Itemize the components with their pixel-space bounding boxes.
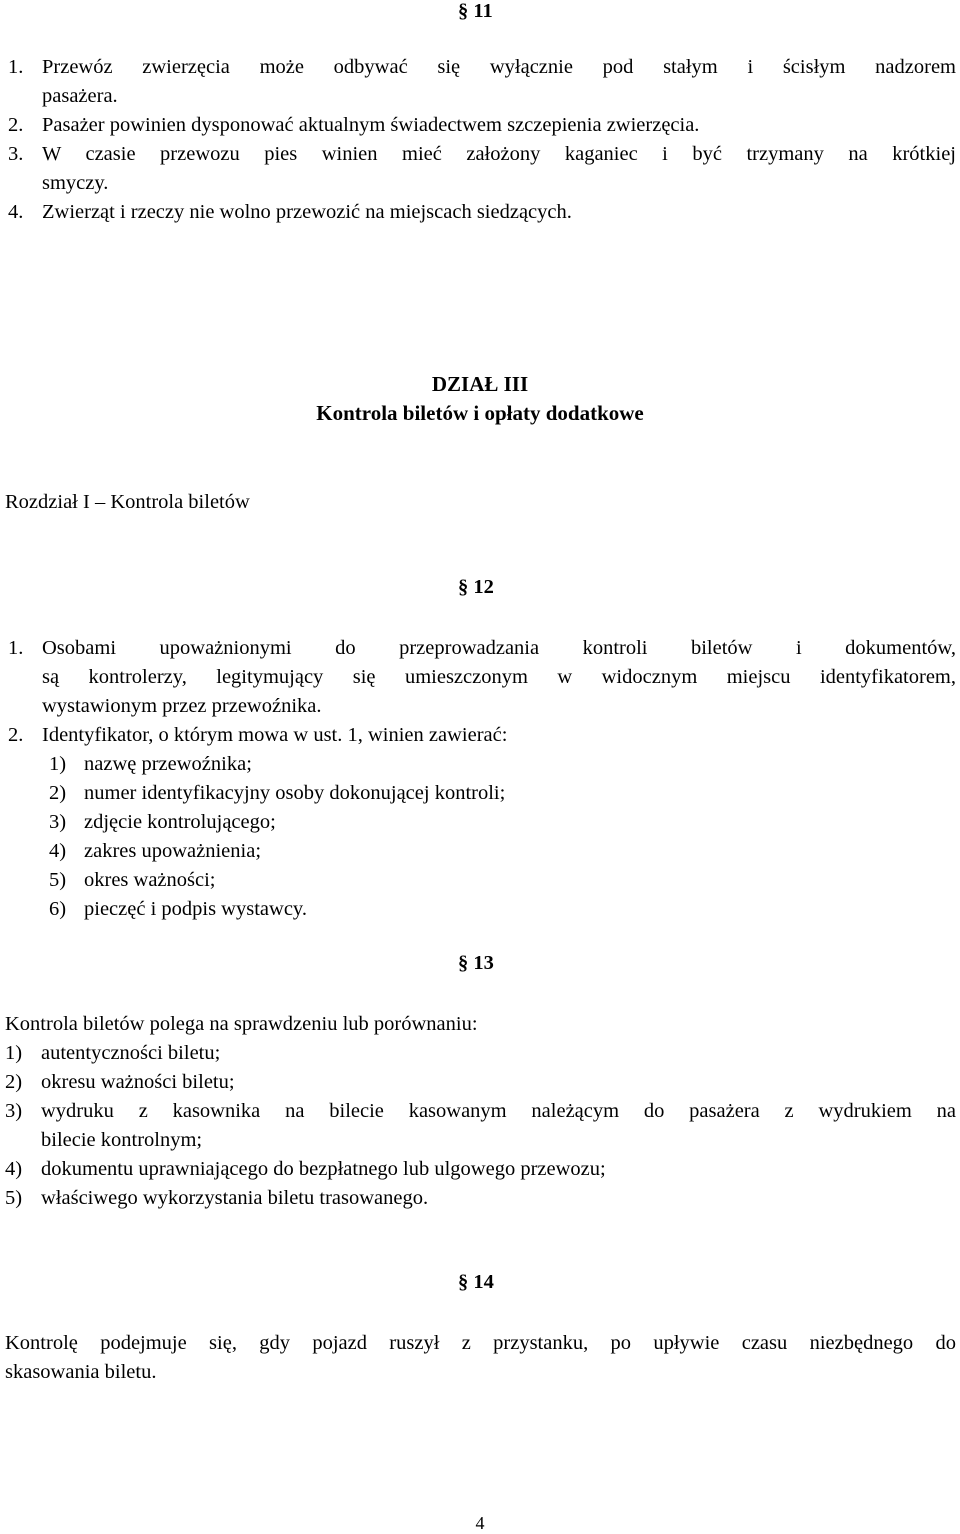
list-item-number: 1) bbox=[49, 753, 67, 775]
list-item-text: bilecie kontrolnym; bbox=[41, 1129, 203, 1151]
s11-p3-line1: W czasie przewozu pies winien mieć założony kaganiec i być trzymany na krótkiej bbox=[42, 143, 956, 165]
list-item-text: numer identyfikacyjny osoby dokonującej kontroli; bbox=[84, 782, 506, 804]
s14-paragraph bbox=[5, 1329, 956, 1387]
s13-body bbox=[5, 1010, 956, 1213]
s11-p1-number: 1. bbox=[8, 56, 24, 78]
s11-paragraph-4 bbox=[8, 198, 956, 227]
s12-p1-number: 1. bbox=[8, 637, 24, 659]
section-heading-14: § 14 bbox=[458, 1271, 494, 1293]
s12-p2-line1: Identyfikator, o którym mowa w ust. 1, winien zawierać: bbox=[42, 724, 508, 746]
list-item bbox=[5, 1184, 956, 1213]
s13-intro: Kontrola biletów polega na sprawdzeniu lub porównaniu: bbox=[5, 1013, 478, 1035]
list-item-text: zdjęcie kontrolującego; bbox=[84, 811, 276, 833]
list-item-continuation bbox=[5, 1126, 956, 1155]
list-item-number: 1) bbox=[5, 1042, 23, 1064]
division-title: DZIAŁ III bbox=[431, 372, 529, 396]
list-item bbox=[5, 1155, 956, 1184]
list-item bbox=[5, 1039, 956, 1068]
list-item bbox=[49, 750, 949, 779]
list-item-number: 3) bbox=[5, 1100, 23, 1122]
list-item bbox=[49, 779, 949, 808]
s14-line1: Kontrolę podejmuje się, gdy pojazd ruszył z przystanku, po upływie czasu niezbędnego do bbox=[5, 1332, 956, 1354]
list-item bbox=[49, 837, 949, 866]
list-item-number: 2) bbox=[49, 782, 67, 804]
s12-p2-number: 2. bbox=[8, 724, 24, 746]
page-number: 4 bbox=[475, 1513, 485, 1533]
s11-p1-line2: pasażera. bbox=[42, 85, 118, 107]
s14-line2: skasowania biletu. bbox=[5, 1361, 157, 1383]
section-heading-11: § 11 bbox=[458, 0, 493, 22]
list-item-text: właściwego wykorzystania biletu trasowanego. bbox=[41, 1187, 429, 1209]
list-item-text: nazwę przewoźnika; bbox=[84, 753, 252, 775]
division-subtitle: Kontrola biletów i opłaty dodatkowe bbox=[316, 401, 644, 425]
list-item-number: 2) bbox=[5, 1071, 23, 1093]
s11-p4-line1: Zwierząt i rzeczy nie wolno przewozić na miejscach siedzących. bbox=[42, 201, 572, 223]
s12-p1-line3: wystawionym przez przewoźnika. bbox=[42, 695, 322, 717]
section-heading-12: § 12 bbox=[458, 576, 494, 598]
s12-paragraph-1 bbox=[8, 634, 956, 721]
list-item-text: autentyczności biletu; bbox=[41, 1042, 221, 1064]
list-item-number: 6) bbox=[49, 898, 67, 920]
list-item-number: 3) bbox=[49, 811, 67, 833]
list-item-text: zakres upoważnienia; bbox=[84, 840, 262, 862]
s12-p1-line2: są kontrolerzy, legitymujący się umieszczonym w widocznym miejscu identyfikatorem, bbox=[42, 666, 956, 688]
list-item bbox=[49, 866, 949, 895]
list-item-text: okres ważności; bbox=[84, 869, 216, 891]
s11-p4-number: 4. bbox=[8, 201, 24, 223]
s11-paragraph-2 bbox=[8, 111, 956, 140]
list-item-text: wydruku z kasownika na bilecie kasowanym należącym do pasażera z wydrukiem na bbox=[41, 1100, 956, 1122]
list-item-text: okresu ważności biletu; bbox=[41, 1071, 235, 1093]
s11-p2-line1: Pasażer powinien dysponować aktualnym świadectwem szczepienia zwierzęcia. bbox=[42, 114, 700, 136]
s12-list bbox=[49, 750, 949, 924]
s11-paragraph-1 bbox=[8, 53, 956, 111]
list-item-number: 5) bbox=[49, 869, 67, 891]
list-item-text: pieczęć i podpis wystawcy. bbox=[84, 898, 307, 920]
s12-paragraph-2 bbox=[8, 721, 956, 750]
list-item bbox=[5, 1068, 956, 1097]
s11-p1-line1: Przewóz zwierzęcia może odbywać się wyłącznie pod stałym i ścisłym nadzorem bbox=[42, 56, 956, 78]
list-item-number: 4) bbox=[49, 840, 67, 862]
list-item-number: 5) bbox=[5, 1187, 23, 1209]
list-item-number: 4) bbox=[5, 1158, 23, 1180]
list-item-text: dokumentu uprawniającego do bezpłatnego lub ulgowego przewozu; bbox=[41, 1158, 606, 1180]
list-item bbox=[49, 808, 949, 837]
list-item bbox=[5, 1097, 956, 1126]
s12-p1-line1: Osobami upoważnionymi do przeprowadzania kontroli biletów i dokumentów, bbox=[42, 637, 956, 659]
section-heading-13: § 13 bbox=[458, 952, 494, 974]
s11-paragraph-3 bbox=[8, 140, 956, 198]
list-item bbox=[49, 895, 949, 924]
chapter-title: Rozdział I – Kontrola biletów bbox=[5, 491, 250, 513]
s11-p2-number: 2. bbox=[8, 114, 24, 136]
s11-p3-line2: smyczy. bbox=[42, 172, 109, 194]
s11-p3-number: 3. bbox=[8, 143, 24, 165]
